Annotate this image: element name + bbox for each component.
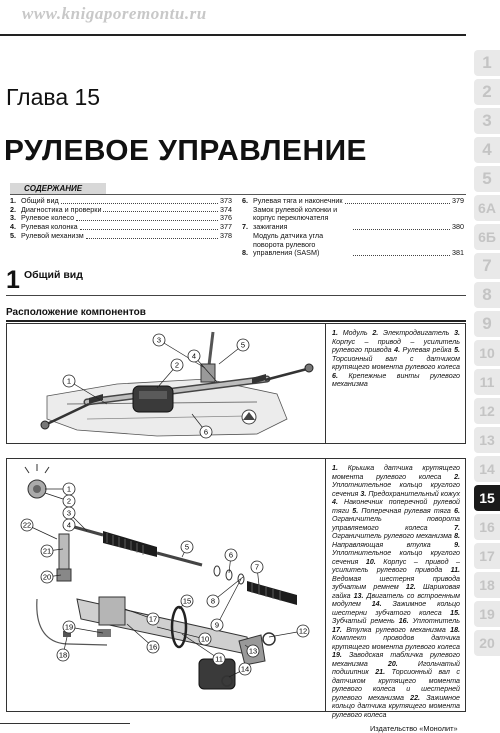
legend-item-number: 4. [332, 498, 344, 506]
publisher-name: Издательство «Монолит» [370, 724, 458, 733]
figure-1-panel [6, 323, 466, 444]
contents-entry-title: Диагностика и проверки [21, 204, 102, 214]
legend-item-text: Уплотнительное кольцо круглого сечения [332, 549, 460, 566]
callout-number-22: 22 [22, 520, 32, 530]
legend-item-number: 6. [454, 506, 460, 515]
callout-leader [217, 579, 241, 625]
callout-number-1: 1 [66, 376, 72, 386]
legend-item-text: Крепежные винты рулевого механизма [332, 371, 461, 388]
callout-number-15: 15 [182, 596, 192, 606]
chapter-tab-9[interactable]: 9 [474, 311, 500, 337]
legend-item-text: Торсионный вал с датчиком крутящего момента рулевого колеса [332, 354, 460, 371]
contents-entry-page: 379 [452, 196, 464, 205]
callout-number-16: 16 [148, 642, 158, 652]
chapter-tab-8[interactable]: 8 [474, 282, 500, 308]
contents-entry-page: 381 [452, 248, 464, 258]
callout-number-14: 14 [240, 664, 250, 674]
callout-number-13: 13 [248, 646, 258, 656]
legend-item-number: 2. [454, 472, 460, 481]
contents-entry[interactable] [242, 232, 464, 258]
figure-1-divider [325, 324, 326, 443]
legend-item-text: Двигатель со встроенным модулем [332, 591, 460, 608]
legend-item-text: Направляющая втулка [332, 540, 455, 549]
legend-item-number: 7. [454, 523, 460, 532]
chapter-tab-2[interactable]: 2 [474, 79, 500, 105]
chapter-tab-16[interactable]: 16 [474, 514, 500, 540]
footer-rule [0, 723, 130, 724]
callout-number-17: 17 [148, 614, 158, 624]
chapter-tab-7[interactable]: 7 [474, 253, 500, 279]
legend-item-number: 5. [454, 346, 461, 354]
steering-rack-mounted-illustration [7, 324, 325, 443]
contents-leader-dots [80, 229, 218, 230]
chapter-label: Глава 15 [6, 84, 101, 110]
legend-item-number: 2. [372, 329, 384, 337]
chapter-tab-6б[interactable]: 6Б [474, 224, 500, 250]
contents-entry-title: Рулевое колесо [21, 213, 75, 223]
legend-item-number: 11. [450, 566, 460, 574]
legend-item-text: Электродвигатель [383, 329, 455, 337]
legend-item-text: Зажимное кольцо шестерни зубчатого колеса [332, 600, 460, 617]
subsection-title: Расположение компонентов [6, 307, 146, 318]
contents-entry-number: 6. [242, 196, 248, 205]
callout-number-1: 1 [66, 484, 72, 494]
legend-item-text: Втулка рулевого механизма [346, 625, 451, 634]
chapter-tab-1[interactable]: 1 [474, 50, 500, 76]
legend-item-text: Комплект проводов датчика крутящего момента рулевого колеса [332, 634, 460, 651]
chapter-tab-19[interactable]: 19 [474, 601, 500, 627]
contents-entry-page: 374 [220, 204, 232, 214]
contents-entry-number: 7. [242, 222, 248, 232]
legend-item-number: 15. [450, 608, 460, 617]
legend-item-number: 3. [454, 329, 461, 337]
chapter-tab-13[interactable]: 13 [474, 427, 500, 453]
figure-2-legend [332, 464, 460, 719]
legend-item-text: Корпус – привод – усилитель рулевого привода [332, 557, 460, 574]
legend-item-number: 16. [398, 617, 413, 625]
callout-number-20: 20 [42, 572, 52, 582]
legend-item-text: Зажимное кольцо датчика крутящего момента рулевого колеса [332, 693, 460, 719]
legend-item-text: Наконечник поперечной рулевой тяги [332, 498, 461, 515]
contents-leader-dots [345, 203, 451, 204]
callout-number-11: 11 [215, 654, 223, 664]
contents-entry-number: 1. [10, 196, 16, 205]
callout-number-12: 12 [298, 626, 308, 636]
legend-item-text: Торсионный вал с датчиком крутящего момента рулевого колеса и шестерней рулевого механизма [332, 668, 460, 702]
figure-2-panel [6, 458, 466, 719]
contents-entry-page: 376 [220, 213, 232, 223]
legend-item-text: Корпус – привод – усилитель рулевого привода [332, 337, 460, 354]
chapter-tab-14[interactable]: 14 [474, 456, 500, 482]
chapter-tab-4[interactable]: 4 [474, 137, 500, 163]
section-number: 1 [6, 266, 20, 294]
legend-item-number: 9. [454, 540, 460, 549]
contents-entry-page: 380 [452, 222, 464, 232]
contents-entry-number: 8. [242, 248, 248, 258]
site-watermark: www.knigaporemontu.ru [22, 4, 207, 23]
contents-leader-dots [61, 203, 218, 204]
legend-item-text: Рулевая рейка [402, 346, 455, 354]
callout-number-3: 3 [66, 508, 72, 518]
callout-number-5: 5 [240, 340, 246, 350]
contents-left-column [10, 197, 232, 241]
chapter-tab-3[interactable]: 3 [474, 108, 500, 134]
legend-item-text: Игольчатый подшипник [332, 659, 460, 676]
legend-item-text: Предохранительный кожух [368, 489, 461, 498]
callout-number-21: 21 [42, 546, 52, 556]
legend-item-number: 21. [375, 668, 392, 676]
legend-item-number: 14. [371, 600, 393, 608]
contents-entry-title: Рулевая тяга и наконечник [253, 196, 343, 205]
section-rule [6, 295, 466, 296]
legend-item-number: 12. [405, 583, 424, 591]
contents-entry-title: Рулевой механизм [21, 230, 84, 240]
chapter-tab-6a[interactable]: 6A [474, 195, 500, 221]
chapter-tab-5[interactable]: 5 [474, 166, 500, 192]
legend-item-text: Ограничитель рулевого механизма [332, 532, 455, 540]
callout-number-8: 8 [210, 596, 216, 606]
callout-number-2: 2 [66, 496, 72, 506]
legend-item-number: 13. [353, 591, 367, 600]
legend-item-text: Ведомая шестерня привода зубчатым ремнем [332, 574, 460, 591]
contents-rule [10, 194, 466, 195]
legend-item-text: Уплотнительное кольцо круглого сечения [332, 481, 460, 498]
callout-number-2: 2 [174, 360, 180, 370]
contents-heading: СОДЕРЖАНИЕ [10, 183, 106, 194]
chapter-tab-10[interactable]: 10 [474, 340, 500, 366]
legend-item-text: Поперечная рулевая тяга [361, 506, 455, 515]
callout-number-9: 9 [214, 620, 220, 630]
callout-number-6: 6 [228, 550, 234, 560]
legend-item-number: 5. [352, 506, 362, 515]
contents-leader-dots [353, 229, 451, 230]
callout-number-10: 10 [200, 634, 210, 644]
contents-entry-title: Общий вид [21, 196, 59, 205]
contents-entry-number: 5. [10, 230, 16, 240]
legend-item-number: 19. [332, 651, 349, 659]
legend-item-text: Крышка датчика крутящего момента рулевого колеса [332, 464, 460, 481]
legend-item-text: Модуль [342, 329, 373, 337]
steering-gear-exploded-illustration [7, 459, 325, 711]
contents-entry-number: 4. [10, 222, 16, 232]
figure-1-legend [332, 329, 460, 389]
callout-number-7: 7 [254, 562, 260, 572]
legend-item-number: 18. [450, 625, 461, 634]
contents-entry-page: 377 [220, 222, 232, 232]
legend-item-number: 22. [410, 693, 427, 702]
callout-number-4: 4 [66, 520, 72, 530]
chapter-tab-15[interactable]: 15 [474, 485, 500, 511]
chapter-tab-17[interactable]: 17 [474, 543, 500, 569]
callout-number-4: 4 [191, 351, 197, 361]
callout-number-3: 3 [156, 335, 162, 345]
legend-item-number: 8. [454, 532, 460, 540]
chapter-tab-20[interactable]: 20 [474, 630, 500, 656]
callout-number-5: 5 [184, 542, 190, 552]
contents-right-column [242, 197, 464, 258]
legend-item-number: 1. [332, 464, 348, 472]
legend-item-text: Заводская табличка рулевого механизма [332, 651, 460, 668]
contents-entry-title: Рулевая колонка [21, 222, 78, 232]
contents-entry-title: Замок рулевой колонки и корпус переключателя зажигания [253, 204, 338, 232]
contents-entry[interactable] [10, 232, 232, 241]
legend-item-text: Ограничитель поворота управляемого колеса [332, 515, 460, 532]
contents-leader-dots [353, 255, 451, 256]
legend-item-number: 3. [360, 489, 369, 498]
legend-item-number: 20. [387, 659, 418, 668]
legend-item-number: 4. [394, 346, 403, 354]
legend-item-text: Зубчатый ремень [332, 617, 399, 625]
contents-leader-dots [76, 220, 218, 221]
contents-entry-page: 373 [220, 196, 232, 205]
chapter-tab-12[interactable]: 12 [474, 398, 500, 424]
contents-leader-dots [103, 211, 218, 212]
contents-entry-page: 378 [220, 230, 232, 240]
header-rule [0, 34, 466, 36]
legend-item-number: 17. [332, 625, 347, 634]
legend-item-number: 6. [332, 371, 349, 380]
callout-number-6: 6 [203, 427, 209, 437]
contents-entry[interactable] [242, 206, 464, 232]
callout-number-18: 18 [58, 650, 68, 660]
legend-item-number: 1. [332, 329, 343, 337]
legend-item-text: Уплотнитель [412, 617, 460, 625]
legend-item-number: 10. [365, 557, 384, 566]
section-title: Общий вид [24, 269, 83, 281]
contents-entry-number: 3. [10, 213, 16, 223]
legend-item-text: Шариковая гайка [332, 583, 460, 600]
figure-2-divider [325, 459, 326, 711]
chapter-tab-18[interactable]: 18 [474, 572, 500, 598]
subsection-rule [6, 320, 466, 322]
callout-number-19: 19 [64, 622, 74, 632]
contents-entry-title: Модуль датчика угла поворота рулевого управления (SASM) [253, 230, 324, 258]
chapter-title: РУЛЕВОЕ УПРАВЛЕНИЕ [4, 135, 368, 167]
contents-entry-number: 2. [10, 204, 16, 214]
contents-leader-dots [86, 238, 218, 239]
chapter-tab-11[interactable]: 11 [474, 369, 500, 395]
